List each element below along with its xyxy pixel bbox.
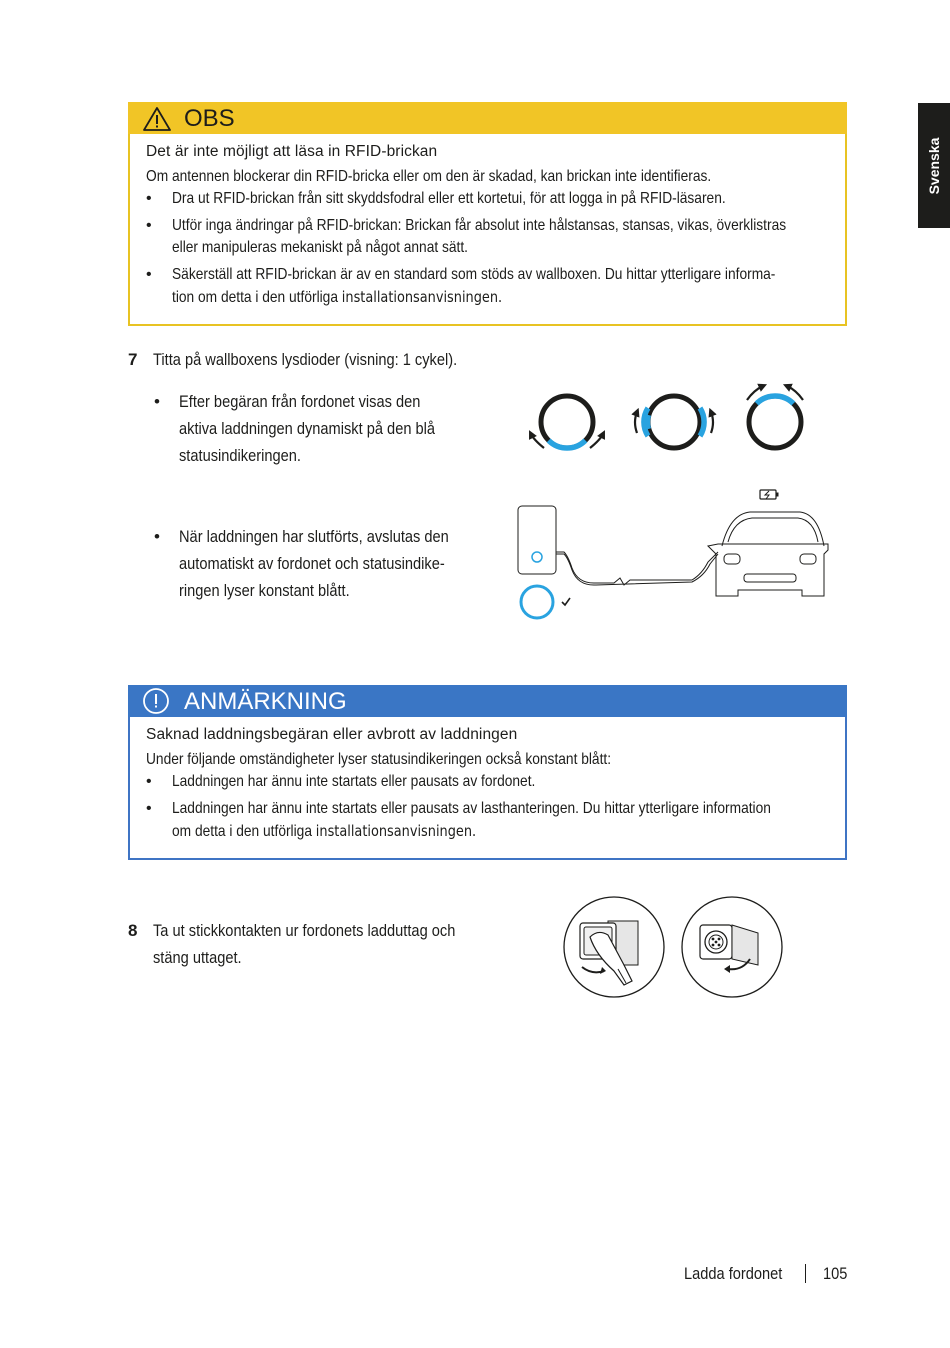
led-ring-sides [635, 396, 713, 448]
bullet: • [146, 190, 152, 207]
anm-notice-header [128, 685, 847, 717]
wallbox-car-illustration [512, 484, 834, 626]
bullet: • [154, 527, 160, 546]
bullet-a-line: aktiva laddningen dynamiskt på den blå [179, 419, 436, 438]
close-socket-circle [682, 897, 782, 997]
bullet: • [146, 217, 152, 234]
anm-bullet-1: Laddningen har ännu inte startats eller pausats av fordonet. [172, 773, 536, 790]
anm-bullet-2: Laddningen har ännu inte startats eller pausats av lasthanteringen. Du hittar ytterligare information [172, 800, 771, 817]
anm-notice [128, 685, 847, 860]
step-number: 8 [128, 921, 138, 940]
page-number [823, 1262, 851, 1286]
bullet: • [146, 773, 152, 790]
car [708, 512, 828, 596]
language-tab-label: Svenska [926, 137, 942, 194]
obs-intro: Om antennen blockerar din RFID-bricka eller om den är skadad, kan brickan inte identifieras. [146, 168, 712, 185]
anm-title: ANMÄRKNING [184, 688, 347, 715]
obs-subtitle: Det är inte möjligt att läsa in RFID-brickan [146, 143, 438, 160]
step-8-line: stäng uttaget. [153, 948, 242, 967]
step-8-line: Ta ut stickkontakten ur fordonets ladduttag och [153, 921, 456, 940]
bullet-a-line: Efter begäran från fordonet visas den [179, 392, 421, 411]
bullet-b-line: ringen lyser konstant blått. [179, 581, 350, 600]
obs-notice [128, 102, 847, 326]
bullet-a-line: statusindikeringen. [179, 446, 301, 465]
bullet-b-line: automatiskt av fordonet och statusindike- [179, 554, 445, 573]
unplug-illustration [562, 895, 784, 999]
bullet: • [146, 800, 152, 817]
wallbox [518, 506, 718, 585]
status-ring-constant [521, 586, 570, 618]
obs-notice-header [128, 102, 847, 134]
language-tab[interactable] [918, 103, 950, 228]
unplug-connector-circle [564, 897, 664, 997]
obs-bullet-2: Utför inga ändringar på RFID-brickan: Brickan får absolut inte hålstansas, stansas, vikas, överklistras [172, 217, 787, 234]
obs-bullet-2-cont: eller manipuleras mekaniskt på något annat sätt. [172, 239, 469, 256]
footer-section [684, 1262, 798, 1286]
bullet: • [154, 392, 160, 411]
footer-section-label: Ladda fordonet [684, 1264, 783, 1283]
obs-bullet-1: Dra ut RFID-brickan från sitt skyddsfodral eller ett kortetui, för att logga in på RFID-läsaren. [172, 190, 726, 207]
anm-intro: Under följande omständigheter lyser statusindikeringen också konstant blått: [146, 751, 612, 768]
bullet: • [146, 266, 152, 283]
exclamation-circle-icon [142, 687, 170, 715]
footer-separator [805, 1264, 806, 1283]
page-number-label: 105 [823, 1264, 848, 1283]
obs-bullet-3-cont: tion om detta i den utförliga [172, 289, 342, 306]
anm-subtitle: Saknad laddningsbegäran eller avbrott av laddningen [146, 726, 518, 743]
anm-bullet-2-cont: om detta i den utförliga [172, 823, 316, 840]
warning-triangle-icon [142, 106, 172, 132]
led-ring-bottom [531, 396, 603, 448]
obs-title: OBS [184, 105, 235, 132]
bullet-b-line: När laddningen har slutförts, avslutas den [179, 527, 449, 546]
battery-charging-icon [760, 490, 779, 499]
anm-install-link[interactable]: installationsanvisningen. [315, 822, 477, 840]
led-cycle-illustration [520, 378, 820, 460]
led-ring-top [747, 386, 803, 448]
obs-install-link[interactable]: installationsanvisningen. [341, 288, 503, 306]
step-text: Titta på wallboxens lysdioder (visning: 1 cykel). [153, 350, 458, 369]
step-number: 7 [128, 350, 138, 369]
obs-bullet-3: Säkerställ att RFID-brickan är av en standard som stöds av wallboxen. Du hittar ytterligare informa- [172, 266, 776, 283]
